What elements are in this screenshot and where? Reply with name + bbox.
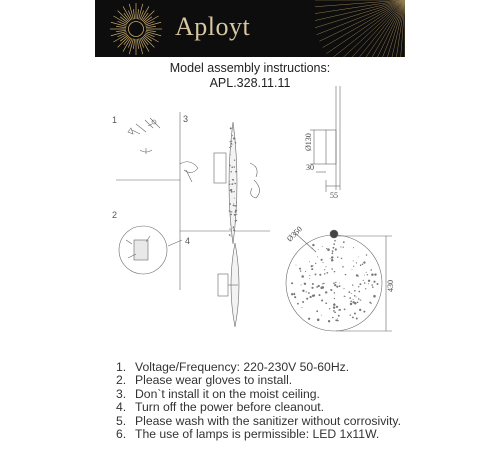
- mounting-parts-icon: [128, 118, 160, 154]
- page-title: Model assembly instructions:: [169, 61, 331, 75]
- dim-depth: 30: [306, 163, 314, 172]
- dim-offset: 55: [330, 191, 338, 200]
- ceiling-mount-detail: [119, 226, 182, 274]
- model-number: APL.328.11.11: [209, 76, 291, 90]
- step-label: 4: [185, 236, 191, 246]
- instructions-list: [116, 361, 401, 441]
- step-label: 2: [112, 210, 118, 220]
- dim-diam-large: Ø350: [285, 224, 304, 244]
- lamp-side-view: [180, 122, 260, 244]
- assembled-side-view: [218, 243, 239, 327]
- brand-name: Aployt: [175, 12, 251, 41]
- dim-height: 430: [386, 280, 395, 292]
- step-label: 3: [183, 114, 189, 124]
- list-item: 5. Please wash with the sanitizer without corrosivity.: [116, 413, 401, 428]
- list-item: 4. Turn off the power before cleanout.: [116, 400, 325, 415]
- list-item: 6. The use of lamps is permissible: LED 1x11W.: [116, 427, 380, 442]
- list-item: 3. Don`t install it on the moist ceiling.: [116, 386, 320, 401]
- list-item: 2. Please wear gloves to install.: [116, 373, 293, 388]
- dim-diam-small: Ø130: [304, 133, 313, 151]
- side-profile-drawing: [310, 86, 340, 192]
- list-item: 1. Voltage/Frequency: 220-230V 50-60Hz.: [116, 360, 350, 374]
- step-label: 1: [112, 115, 118, 125]
- crystal-texture: [229, 127, 379, 322]
